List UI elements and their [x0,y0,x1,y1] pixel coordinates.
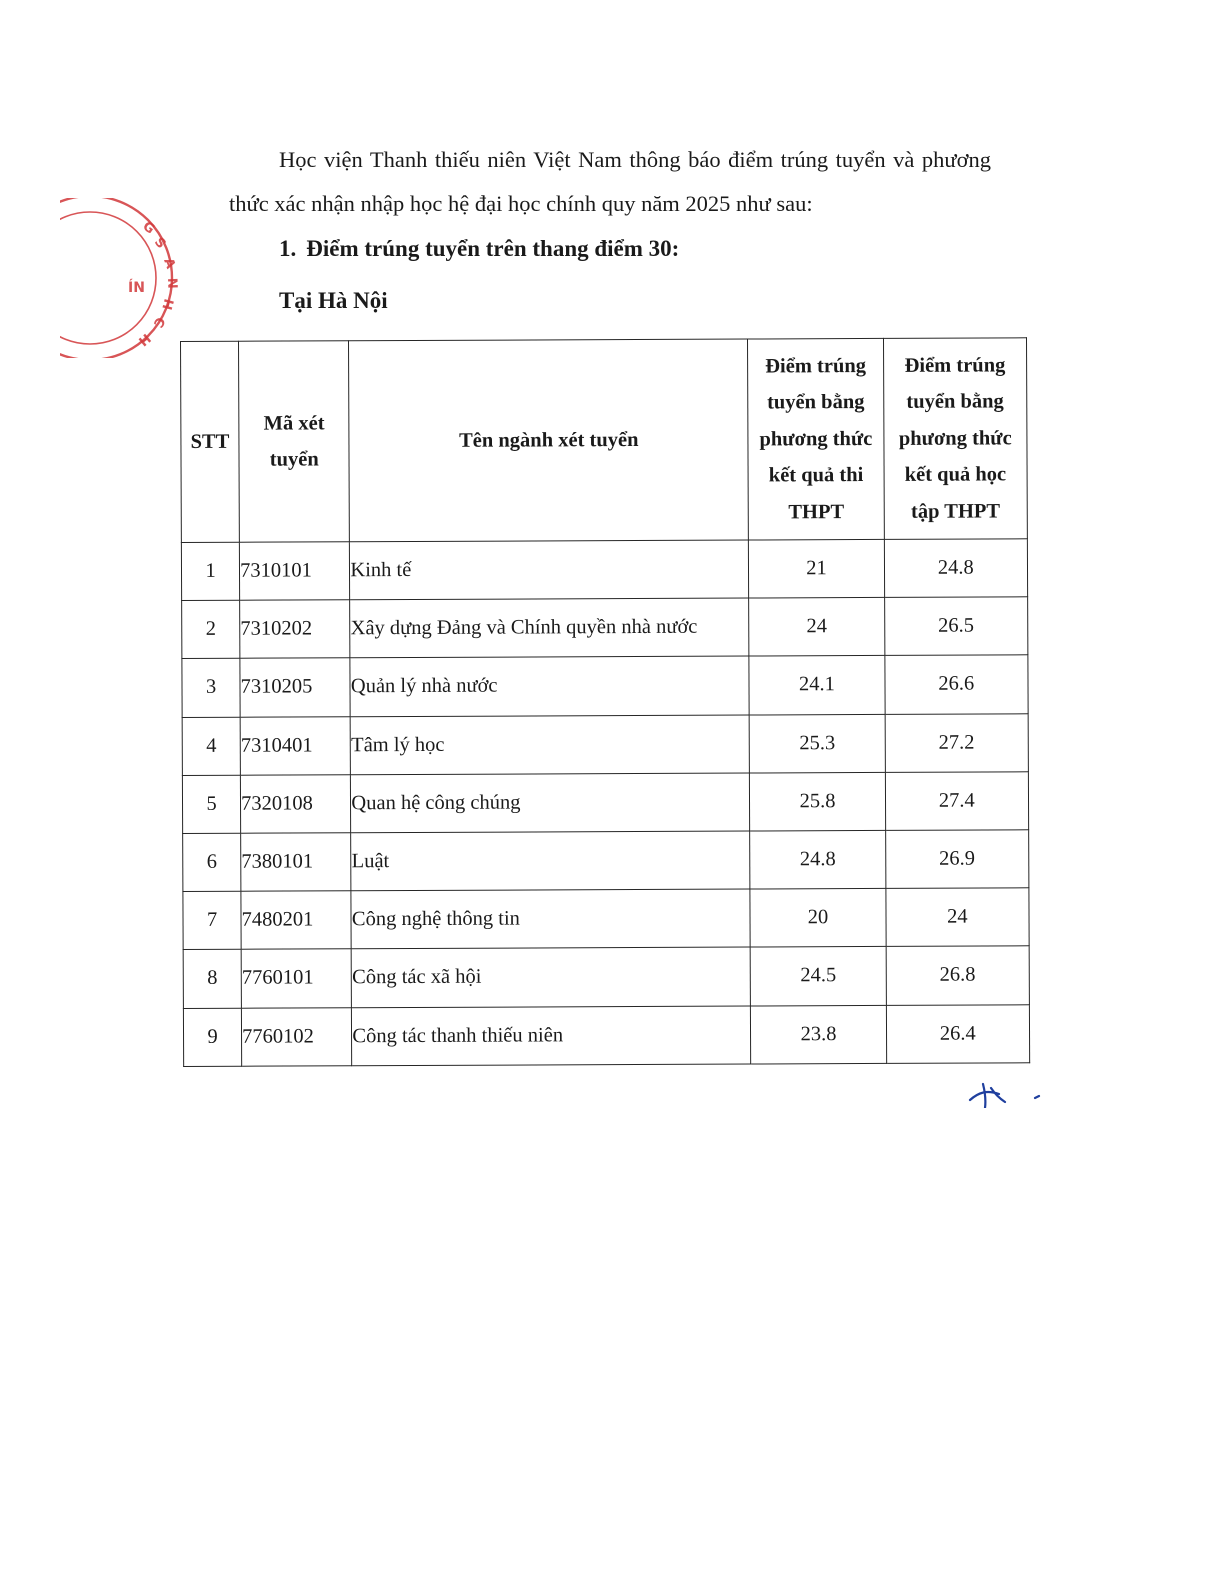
header-thpt-exam-line: Điểm trúng [765,354,867,378]
cell-code: 7380101 [241,833,352,892]
cell-stt: 1 [181,542,239,600]
red-seal-stamp [60,198,185,358]
table-row [181,539,1027,601]
cell-thpt-exam-score: 24 [749,598,885,657]
cell-thpt-exam-score: 24.5 [750,947,886,1006]
svg-text:ÍN: ÍN [128,280,145,296]
cell-stt: 2 [182,600,240,658]
cell-name: Quan hệ công chúng [351,773,750,833]
cell-thpt-exam-score: 23.8 [751,1005,887,1064]
section-heading [279,236,679,262]
header-thpt-exam [748,338,884,540]
cell-code: 7320108 [241,775,352,834]
table-row [182,772,1028,834]
cell-name: Quản lý nhà nước [350,656,749,716]
section-title: Điểm trúng tuyển trên thang điểm 30: [306,236,680,261]
svg-text:N: N [164,277,180,290]
cell-name: Kinh tế [350,540,749,600]
section-number: 1. [279,236,297,261]
header-code-line: Mã xét [263,411,325,435]
cell-name: Công tác xã hội [352,947,751,1007]
cell-hs-record-score: 26.4 [886,1004,1030,1063]
cell-stt: 8 [183,950,241,1008]
cell-code: 7310101 [240,542,351,601]
svg-text:H: H [158,296,176,312]
cell-code: 7760101 [241,949,352,1008]
table-row [182,655,1028,717]
cell-hs-record-score: 24.8 [884,539,1028,598]
cell-thpt-exam-score: 20 [750,889,886,948]
header-stt: STT [181,341,240,542]
cell-name: Tâm lý học [351,715,750,775]
table-row [182,597,1028,659]
header-thpt-exam-line: THPT [788,500,845,524]
header-hs-record-line: Điểm trúng [904,354,1006,377]
cell-name: Xây dựng Đảng và Chính quyền nhà nước [350,598,749,658]
header-hs-record [883,338,1027,540]
svg-text:C: C [149,314,168,330]
cell-thpt-exam-score: 21 [749,539,885,598]
cell-hs-record-score: 26.8 [886,946,1030,1005]
cell-thpt-exam-score: 25.3 [749,714,885,773]
cell-hs-record-score: 26.6 [885,655,1029,714]
svg-text:H: H [135,329,154,349]
cell-stt: 9 [183,1008,241,1066]
cell-code: 7480201 [241,891,352,950]
cell-hs-record-score: 26.9 [885,830,1029,889]
header-hs-record-line: kết quả học [904,463,1007,487]
cell-thpt-exam-score: 24.1 [749,656,885,715]
cell-hs-record-score: 27.4 [885,772,1029,831]
header-thpt-exam-line: tuyển bằng [766,391,865,414]
cell-stt: 6 [183,833,241,891]
table-row [183,830,1029,892]
header-thpt-exam-line: phương thức [759,427,873,451]
header-code-line: tuyển [269,448,319,471]
cell-name: Công nghệ thông tin [351,889,750,949]
cell-code: 7310401 [240,716,351,775]
cell-thpt-exam-score: 24.8 [750,830,886,889]
svg-text:S: S [150,234,169,252]
header-code [239,341,350,542]
svg-text:G: G [139,218,158,238]
header-hs-record-line: phương thức [898,427,1012,450]
table-header-row [181,338,1028,543]
table-row [183,1004,1029,1066]
admission-scores-table [180,337,1030,1066]
location-heading: Tại Hà Nội [279,288,388,313]
cell-name: Luật [351,831,750,891]
intro-paragraph: Học viện Thanh thiếu niên Việt Nam thông báo điểm trúng tuyển và phương thức xác nhận nhập học hệ đại học chính quy năm 2025 như sau: [229,147,991,216]
cell-stt: 5 [182,775,240,833]
cell-stt: 4 [182,717,240,775]
cell-thpt-exam-score: 25.8 [750,772,886,831]
table-row [182,713,1028,775]
cell-hs-record-score: 24 [886,888,1030,947]
cell-hs-record-score: 26.5 [884,597,1028,656]
table-row [183,946,1029,1008]
cell-stt: 3 [182,659,240,717]
header-name: Tên ngành xét tuyển [349,339,749,542]
table-row [183,888,1029,950]
cell-hs-record-score: 27.2 [885,713,1029,772]
cell-name: Công tác thanh thiếu niên [352,1006,751,1066]
header-hs-record-line: tuyển bằng [906,390,1004,414]
cell-code: 7310205 [240,658,351,717]
header-thpt-exam-line: kết quả thi [768,464,864,487]
cell-code: 7310202 [240,600,351,659]
header-hs-record-line: tập THPT [910,500,1001,523]
cell-code: 7760102 [242,1007,353,1066]
cell-stt: 7 [183,891,241,949]
svg-text:A: A [160,256,178,271]
handwritten-signature-mark [965,1078,1045,1108]
